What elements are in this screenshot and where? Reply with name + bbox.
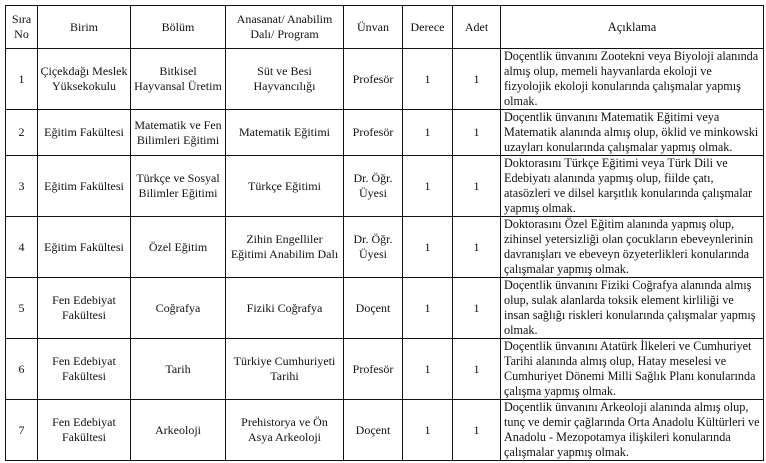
aciklama-text: Doçentlik ünvanını Arkeoloji alanında almış olup, tunç ve demir çağlarında Orta Anadolu Kültürleri ve Anadolu - Mezopotamya ilişkileri konularında çalışmalar yapmış olmak. — [504, 400, 760, 459]
derece-text: 1 — [424, 71, 431, 86]
cell-aciklama — [501, 400, 764, 461]
cell-unvan — [344, 400, 403, 461]
cell-adet — [453, 400, 501, 461]
cell-bolum — [131, 400, 226, 461]
cell-bolum — [131, 49, 226, 110]
adet-text: 1 — [473, 361, 480, 376]
cell-bolum — [131, 110, 226, 156]
cell-unvan — [344, 339, 403, 400]
cell-derece — [403, 49, 453, 110]
cell-birim — [38, 400, 131, 461]
birim-text: Eğitim Fakültesi — [44, 125, 124, 139]
cell-unvan — [344, 278, 403, 339]
adet-text: 1 — [473, 71, 480, 86]
bolum-text: Bitkisel Hayvansal Üretim — [134, 64, 222, 93]
program-text: Zihin Engelliler Eğitimi Anabilim Dalı — [230, 232, 339, 261]
no-text: 6 — [18, 361, 25, 376]
table-row — [6, 339, 764, 400]
cell-no — [6, 49, 38, 110]
cell-aciklama — [501, 217, 764, 278]
cell-adet — [453, 217, 501, 278]
unvan-text: Dr. Öğr. Üyesi — [353, 171, 393, 200]
bolum-text: Özel Eğitim — [148, 239, 208, 254]
positions-table — [5, 5, 764, 461]
bolum-text: Arkeoloji — [155, 422, 201, 437]
cell-program — [226, 156, 344, 217]
cell-birim — [38, 278, 131, 339]
cell-aciklama — [501, 156, 764, 217]
adet-text: 1 — [473, 178, 480, 193]
cell-unvan — [344, 49, 403, 110]
bolum-text: Matematik ve Fen Bilimleri Eğitimi — [134, 117, 222, 147]
birim-text: Çiçekdağı Meslek Yüksekokulu — [40, 64, 128, 93]
cell-program — [226, 49, 344, 110]
birim-text: Fen Edebiyat Fakültesi — [52, 415, 116, 444]
aciklama-text: Doçentlik ünvanını Atatürk İlkeleri ve Cumhuriyet Tarihi alanında almış olup, Hatay meselesi ve Cumhuriyet Dönemi Milli Sağlık Planı konularında çalışma yapmış olmak. — [504, 339, 756, 398]
aciklama-text: Doktorasını Özel Eğitim alanında yapmış olup, zihinsel yetersizliği olan çocukların ebeveynlerinin davranışları ve ebeveyn özyeterlikleri konularında çalışmalar yapmış olmak. — [504, 217, 754, 276]
birim-text: Eğitim Fakültesi — [44, 239, 124, 254]
birim-text: Fen Edebiyat Fakültesi — [52, 293, 116, 322]
adet-text: 1 — [473, 239, 480, 254]
derece-text: 1 — [424, 178, 431, 193]
bolum-text: Türkçe ve Sosyal Bilimler Eğitimi — [136, 171, 220, 200]
program-text: Matematik Eğitimi — [239, 125, 330, 139]
cell-program — [226, 110, 344, 156]
cell-aciklama — [501, 49, 764, 110]
table-row — [6, 110, 764, 156]
no-text: 3 — [18, 178, 25, 193]
cell-no — [6, 400, 38, 461]
cell-program — [226, 278, 344, 339]
program-text: Türkçe Eğitimi — [248, 178, 321, 193]
table-row — [6, 400, 764, 461]
header-birim: Birim — [38, 6, 131, 49]
cell-no — [6, 156, 38, 217]
adet-text: 1 — [473, 300, 480, 315]
unvan-text: Profesör — [352, 125, 394, 139]
aciklama-text: Doçentlik ünvanını Matematik Eğitimi veya Matematik alanında almış olup, öklid ve minkowski uzayları konularında çalışmalar yapmış olmak. — [504, 110, 759, 154]
cell-birim — [38, 49, 131, 110]
no-text: 5 — [18, 300, 25, 315]
cell-unvan — [344, 217, 403, 278]
cell-derece — [403, 217, 453, 278]
cell-unvan — [344, 110, 403, 156]
header-row — [6, 6, 764, 49]
cell-birim — [38, 339, 131, 400]
derece-text: 1 — [424, 125, 431, 139]
program-text: Süt ve Besi Hayvancılığı — [253, 64, 316, 93]
bolum-text: Tarih — [165, 361, 191, 376]
aciklama-text: Doktorasını Türkçe Eğitimi veya Türk Dili ve Edebiyatı alanında yapmış olup, fiilde çatı, atasözleri ve dilsel karşıtlık konularında çalışmalar yapmış olmak. — [504, 156, 753, 215]
cell-no — [6, 110, 38, 156]
cell-bolum — [131, 156, 226, 217]
header-unvan: Ünvan — [344, 6, 403, 49]
header-bolum: Bölüm — [131, 6, 226, 49]
cell-bolum — [131, 278, 226, 339]
adet-text: 1 — [473, 125, 480, 139]
cell-adet — [453, 339, 501, 400]
derece-text: 1 — [424, 300, 431, 315]
derece-text: 1 — [424, 361, 431, 376]
no-text: 2 — [18, 125, 25, 139]
program-text: Fiziki Coğrafya — [246, 300, 323, 315]
cell-aciklama — [501, 110, 764, 156]
cell-program — [226, 400, 344, 461]
cell-adet — [453, 49, 501, 110]
cell-derece — [403, 339, 453, 400]
adet-text: 1 — [473, 422, 480, 437]
program-text: Türkiye Cumhuriyeti Tarihi — [233, 354, 336, 383]
header-derece: Derece — [403, 6, 453, 49]
table-row — [6, 49, 764, 110]
cell-program — [226, 339, 344, 400]
table-row — [6, 156, 764, 217]
unvan-text: Profesör — [352, 361, 394, 376]
table-row — [6, 278, 764, 339]
cell-program — [226, 217, 344, 278]
cell-adet — [453, 110, 501, 156]
header-aciklama: Açıklama — [501, 6, 764, 49]
cell-birim — [38, 156, 131, 217]
derece-text: 1 — [424, 422, 431, 437]
derece-text: 1 — [424, 239, 431, 254]
cell-no — [6, 217, 38, 278]
header-program: Anasanat/ Anabilim Dalı/ Program — [226, 6, 344, 49]
aciklama-text: Doçentlik ünvanını Zootekni veya Biyoloji alanında almış olup, memeli hayvanlarda ekoloji ve fizyolojik ekoloji konularında çalışmalar yapmış olmak. — [504, 49, 759, 108]
unvan-text: Dr. Öğr. Üyesi — [353, 232, 393, 261]
cell-derece — [403, 400, 453, 461]
cell-aciklama — [501, 278, 764, 339]
cell-adet — [453, 156, 501, 217]
no-text: 4 — [18, 239, 25, 254]
aciklama-text: Doçentlik ünvanını Fiziki Coğrafya alanında almış olup, sulak alanlarda toksik element kirliliği ve insan sağlığı riskleri konularında çalışmalar yapmış olmak. — [504, 278, 756, 337]
cell-no — [6, 278, 38, 339]
unvan-text: Profesör — [352, 71, 394, 86]
cell-birim — [38, 110, 131, 156]
bolum-text: Coğrafya — [155, 300, 201, 315]
cell-bolum — [131, 339, 226, 400]
unvan-text: Doçent — [355, 300, 391, 315]
cell-no — [6, 339, 38, 400]
unvan-text: Doçent — [355, 422, 391, 437]
cell-unvan — [344, 156, 403, 217]
program-text: Prehistorya ve Ön Asya Arkeoloji — [241, 415, 328, 444]
header-sira-no: Sıra No — [6, 6, 38, 49]
no-text: 1 — [18, 71, 25, 86]
birim-text: Fen Edebiyat Fakültesi — [52, 354, 116, 383]
cell-aciklama — [501, 339, 764, 400]
cell-adet — [453, 278, 501, 339]
no-text: 7 — [18, 422, 25, 437]
birim-text: Eğitim Fakültesi — [44, 178, 124, 193]
cell-bolum — [131, 217, 226, 278]
cell-derece — [403, 278, 453, 339]
cell-derece — [403, 110, 453, 156]
header-adet: Adet — [453, 6, 501, 49]
cell-birim — [38, 217, 131, 278]
table-row — [6, 217, 764, 278]
cell-derece — [403, 156, 453, 217]
